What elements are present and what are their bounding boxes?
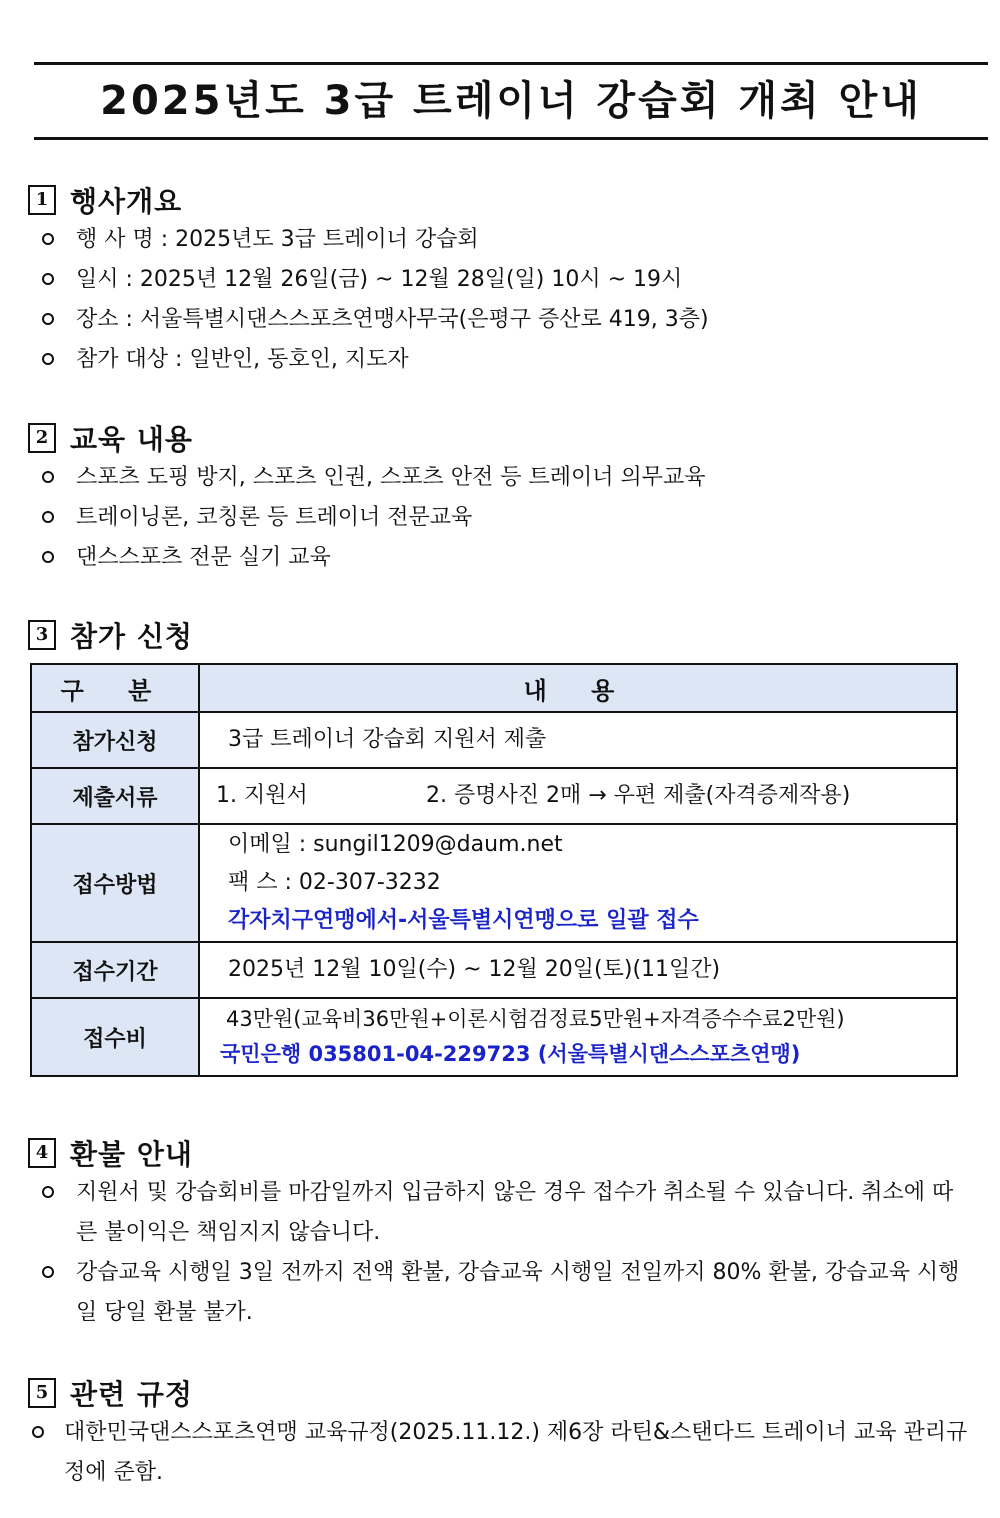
- application-table: [30, 663, 958, 1077]
- circle-bullet-icon: [42, 511, 54, 523]
- row-content: 1. 지원서 2. 증명사진 2매 → 우편 제출(자격증제작용): [199, 768, 957, 824]
- section-number: 3: [28, 620, 56, 650]
- table-row: [31, 768, 957, 824]
- row-label: 접수비: [31, 998, 199, 1076]
- circle-bullet-icon: [42, 233, 54, 245]
- bank-account: 국민은행 035801-04-229723 (서울특별시댄스스포츠연맹): [220, 1042, 801, 1066]
- row-label: 접수기간: [31, 942, 199, 998]
- section-header: [28, 418, 972, 458]
- title-block: [34, 62, 988, 140]
- list-item: 강습교육 시행일 3일 전까지 전액 환불, 강습교육 시행일 전일까지 80% 환불, 강습교육 시행일 당일 환불 불가.: [28, 1253, 972, 1333]
- section-refund: [28, 1133, 972, 1333]
- list-item: 일시 : 2025년 12월 26일(금) ~ 12월 28일(일) 10시 ~ 19시: [28, 260, 972, 300]
- list-item: 장소 : 서울특별시댄스스포츠연맹사무국(은평구 증산로 419, 3층): [28, 300, 972, 340]
- list-item: 댄스스포츠 전문 실기 교육: [28, 538, 972, 578]
- list-item: 트레이닝론, 코칭론 등 트레이너 전문교육: [28, 498, 972, 538]
- email-line: 이메일 : sungil1209@daum.net: [228, 832, 563, 857]
- section-title: 참가 신청: [70, 620, 193, 653]
- circle-bullet-icon: [42, 551, 54, 563]
- row-label: 참가신청: [31, 712, 199, 768]
- title-rule-bottom: [34, 137, 988, 140]
- row-content: 2025년 12월 10일(수) ~ 12월 20일(토)(11일간): [199, 942, 957, 998]
- section-number: 5: [28, 1378, 56, 1408]
- fax-line: 팩 스 : 02-307-3232: [228, 870, 441, 895]
- list-item: 행 사 명 : 2025년도 3급 트레이너 강습회: [28, 220, 972, 260]
- fee-line: 43만원(교육비36만원+이론시험검정료5만원+자격증수수료2만원): [226, 1007, 845, 1031]
- list-item: 참가 대상 : 일반인, 동호인, 지도자: [28, 340, 972, 380]
- page-title: 2025년도 3급 트레이너 강습회 개최 안내: [100, 78, 922, 124]
- table-row: [31, 712, 957, 768]
- section-header: [28, 180, 972, 220]
- section-header: [28, 615, 972, 655]
- list-item: 스포츠 도핑 방지, 스포츠 인권, 스포츠 안전 등 트레이너 의무교육: [28, 458, 972, 498]
- circle-bullet-icon: [42, 1186, 54, 1198]
- section-regulations: [28, 1373, 972, 1493]
- circle-bullet-icon: [42, 273, 54, 285]
- section-number: 2: [28, 423, 56, 453]
- section-title: 교육 내용: [70, 423, 193, 456]
- table-header-row: [31, 664, 957, 712]
- section-header: [28, 1373, 972, 1413]
- row-content: [199, 998, 957, 1076]
- list-item: 대한민국댄스스포츠연맹 교육규정(2025.11.12.) 제6장 라틴&스탠다드 트레이너 교육 관리규정에 준함.: [28, 1413, 972, 1493]
- row-content: [199, 824, 957, 942]
- section-title: 행사개요: [70, 185, 183, 218]
- circle-bullet-icon: [32, 1426, 44, 1438]
- header-content: 내 용: [199, 664, 957, 712]
- section-overview: [28, 180, 972, 380]
- collective-note: 각자치구연맹에서-서울특별시연맹으로 일괄 접수: [228, 908, 699, 933]
- table-row: [31, 824, 957, 942]
- circle-bullet-icon: [42, 353, 54, 365]
- section-number: 4: [28, 1138, 56, 1168]
- section-application: [28, 615, 972, 1077]
- header-category: 구 분: [31, 664, 199, 712]
- circle-bullet-icon: [42, 313, 54, 325]
- section-number: 1: [28, 185, 56, 215]
- table-row: [31, 998, 957, 1076]
- list-item: 지원서 및 강습회비를 마감일까지 입금하지 않은 경우 접수가 취소될 수 있습니다. 취소에 따른 불이익은 책임지지 않습니다.: [28, 1173, 972, 1253]
- row-content: 3급 트레이너 강습회 지원서 제출: [199, 712, 957, 768]
- section-header: [28, 1133, 972, 1173]
- section-title: 환불 안내: [70, 1138, 193, 1171]
- row-label: 제출서류: [31, 768, 199, 824]
- row-label: 접수방법: [31, 824, 199, 942]
- circle-bullet-icon: [42, 1266, 54, 1278]
- section-title: 관련 규정: [70, 1378, 193, 1411]
- section-education: [28, 418, 972, 578]
- circle-bullet-icon: [42, 471, 54, 483]
- table-row: [31, 942, 957, 998]
